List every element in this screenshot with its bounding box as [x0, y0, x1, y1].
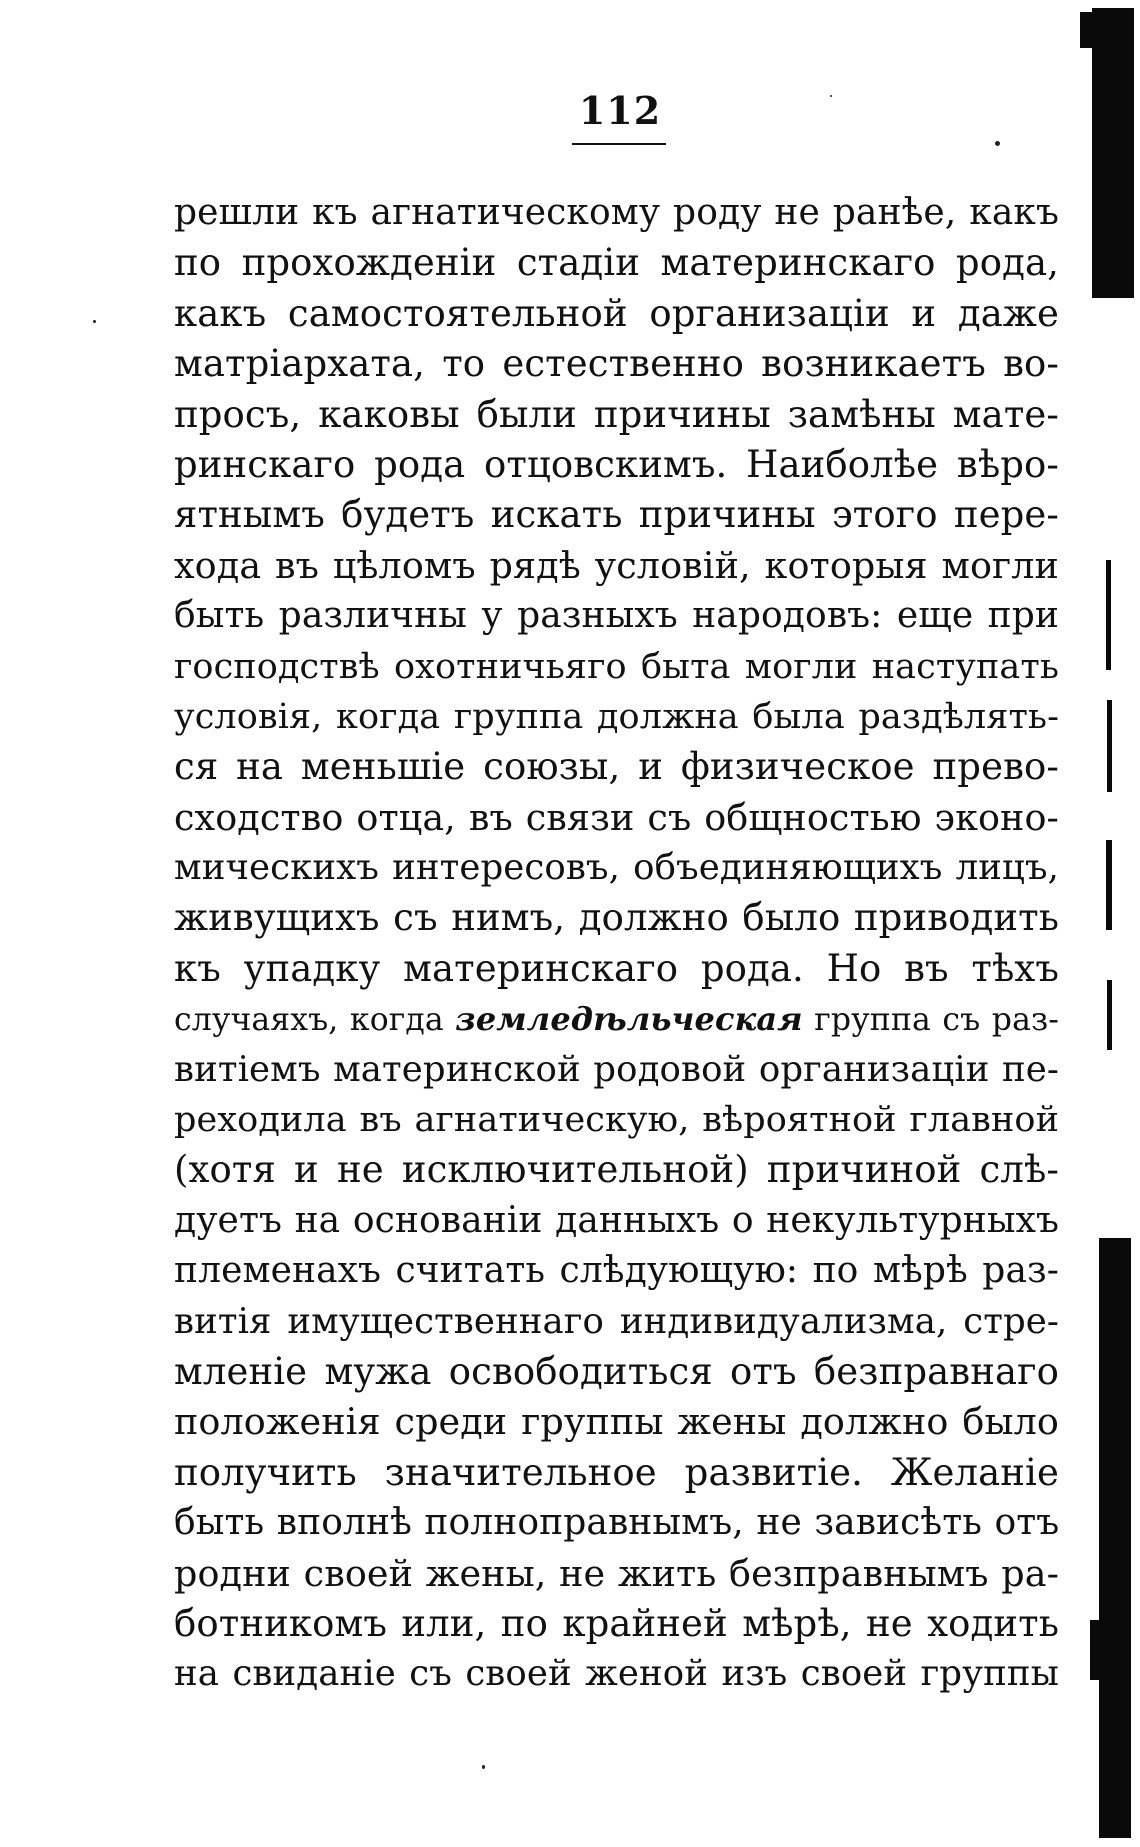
- text-line: ринскаго рода отцовскимъ. Наиболѣе вѣро-: [174, 442, 1059, 486]
- text-line: живущихъ съ нимъ, должно было приводить: [174, 896, 1059, 940]
- page-number: 112: [578, 88, 662, 133]
- text-line: витіемъ материнской родовой организаціи пе-: [174, 1048, 1059, 1090]
- emphasized-word: земледѣльческая: [455, 1000, 803, 1039]
- text-segment: группа съ раз-: [802, 1002, 1059, 1039]
- text-segment: случаяхъ, когда: [174, 1002, 456, 1039]
- text-line: условія, когда группа должна была раздѣлять-: [174, 696, 1059, 737]
- page-number-rule: [572, 143, 666, 145]
- text-line: какъ самостоятельной организаціи и даже: [174, 291, 1059, 335]
- scan-edge-line: [1107, 700, 1112, 792]
- text-line: матріархата, то естественно возникаетъ во-: [174, 342, 1059, 386]
- scan-edge-line: [1107, 980, 1112, 1050]
- text-line: хода въ цѣломъ рядѣ условій, которыя могли: [174, 543, 1059, 587]
- text-line: получить значительное развитіе. Желаніе: [174, 1450, 1059, 1494]
- text-line: положенія среди группы жены должно было: [174, 1400, 1059, 1444]
- text-line: господствѣ охотничьяго быта могли наступать: [174, 646, 1059, 687]
- text-line: [174, 994, 1059, 1044]
- text-line: на свиданіе съ своей женой изъ своей группы: [174, 1653, 1059, 1695]
- text-line: племенахъ считать слѣдующую: по мѣрѣ раз-: [174, 1250, 1059, 1292]
- text-line: дуетъ на основаніи данныхъ о некультурныхъ: [174, 1199, 1059, 1241]
- scan-edge-line: [1106, 560, 1111, 670]
- scan-speck: [995, 141, 1000, 146]
- text-line: быть различны у разныхъ народовъ: еще при: [174, 595, 1059, 637]
- scan-speck: [830, 95, 832, 97]
- scan-edge-shadow-bottom: [1099, 1238, 1131, 1838]
- scan-edge-shadow-bottom-nub: [1090, 1620, 1102, 1680]
- text-line: ятнымъ будетъ искать причины этого пере-: [174, 493, 1059, 537]
- scan-edge-shadow-top: [1092, 8, 1134, 298]
- text-line: витія имущественнаго индивидуализма, стре-: [174, 1300, 1059, 1342]
- text-line: сходство отца, въ связи съ общностью эконо-: [174, 795, 1059, 839]
- scan-edge-line: [1106, 840, 1112, 930]
- text-line: реходила въ агнатическую, вѣроятной главной: [174, 1100, 1059, 1141]
- text-line: къ упадку материнскаго рода. Но въ тѣхъ: [174, 946, 1059, 990]
- scan-edge-shadow-top-notch: [1080, 12, 1094, 48]
- text-line: по прохожденіи стадіи материнскаго рода,: [174, 241, 1059, 285]
- scan-speck: [93, 320, 96, 323]
- text-line: мленіе мужа освободиться отъ безправнаго: [174, 1349, 1059, 1393]
- scan-speck: [482, 1765, 485, 1769]
- text-line: быть вполнѣ полноправнымъ, не зависѣть отъ: [174, 1502, 1060, 1544]
- text-line: просъ, каковы были причины замѣны мате-: [174, 392, 1059, 436]
- text-line: ся на меньшіе союзы, и физическое прево-: [174, 745, 1059, 789]
- text-line: мическихъ интересовъ, объединяющихъ лицъ,: [174, 847, 1059, 889]
- text-line: родни своей жены, не жить безправнымъ ра-: [174, 1551, 1060, 1595]
- text-line: ботникомъ или, по крайней мѣрѣ, не ходить: [174, 1601, 1059, 1645]
- text-line: решли къ агнатическому роду не ранѣе, какъ: [174, 192, 1059, 233]
- body-text: [174, 188, 1059, 1700]
- text-line: (хотя и не исключительной) причиной слѣ-: [174, 1148, 1059, 1192]
